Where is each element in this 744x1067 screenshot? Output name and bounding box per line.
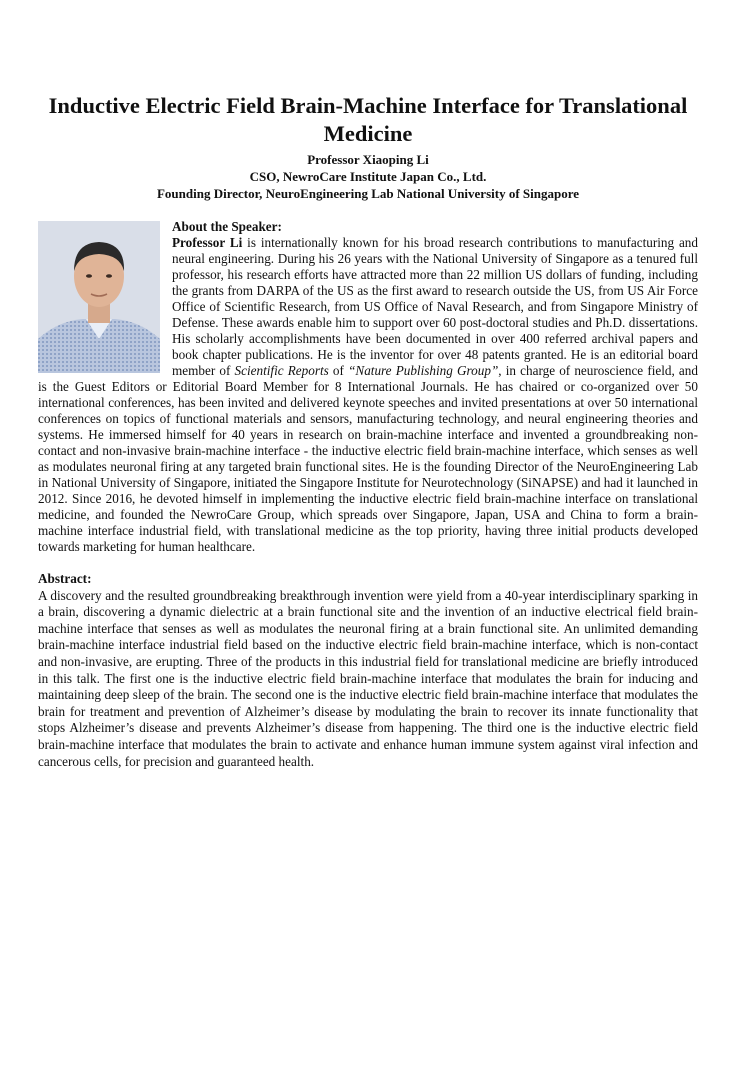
- speaker-name: Professor Xiaoping Li: [307, 152, 429, 167]
- abstract-heading: Abstract:: [38, 571, 92, 586]
- abstract-section: [38, 571, 698, 770]
- document-page: [38, 92, 698, 770]
- about-speaker-heading: About the Speaker:: [172, 219, 282, 234]
- speaker-portrait-image: [38, 221, 160, 373]
- speaker-affiliation-2: Founding Director, NeuroEngineering Lab National University of Singapore: [156, 186, 580, 201]
- abstract-text: A discovery and the resulted groundbreaking breakthrough invention were yield from a 40-year interdisciplinary sparking in a brain, discovering a dynamic dielectric at a brain functional site and the invention of an inductive electrical field brain-machine interface that senses as well as modulates the neuronal firing at a brain functional site. An unlimited demanding brain-machine interface industrial field based on the inductive electric field brain-machine interface, which is non-contact and non-invasive, are erupting. Three of the products in this industrial field for translational medicine are briefly introduced in this talk. The first one is the inductive electric field brain-machine interface that modulates the brain for inducing and maintaining deep sleep of the brain. The second one is the inductive electric field brain-machine interface that modulates the brain for treatment and prevention of Alzheimer’s disease by modulating the brain to recover its innate functionality that stops Alzheimer’s disease and prevents Alzheimer’s disease from happening. The third one is the inductive electric field brain-machine interface that modulates the brain to activate and enhance human immune system against viral infection and cancerous cells, for precision and guaranteed health.: [38, 587, 698, 769]
- journal-name: Scientific Reports: [234, 363, 329, 378]
- about-text-1: is internationally known for his broad research contributions to manufacturing and neural engineering. During his 26 years with the National University of Singapore as a tenured full professor, his research efforts have attracted more than 22 million US dollars of funding, including the grants from DARPA of the US as the first award to research outside the US, from US Air Force Office of Scientific Research, from US Office of Naval Research, and from Singapore Ministry of Defense. These awards enable him to support over 60 post-doctoral studies and Ph.D. dissertations. His scholarly accomplishments have been documented in over 400 referred archival papers and book chapter publications. He is the inventor for over 48 patents granted. He is an editorial board member of: [172, 235, 698, 378]
- document-title: Inductive Electric Field Brain-Machine Interface for Translational Medicine: [48, 93, 688, 146]
- speaker-name-bold: Professor Li: [172, 235, 243, 250]
- publisher-name: “Nature Publishing Group”: [348, 363, 499, 378]
- about-speaker-section: [38, 219, 698, 555]
- about-text-3: , in charge of neuroscience field, and is the Guest Editors or Editorial Board Member for 8 International Journals. He has chaired or co-organized over 50 international conferences, has been invited and delivered keynote speeches and invited presentations at over 50 international conferences on topics of functional materials and sensors, manufacturing technology, and neural engineering theories and systems. He immersed himself for 40 years in research on brain-machine interface and invented a groundbreaking non-contact and non-invasive brain-machine interface - the inductive electric field brain-machine interface, which senses as well as modulates neuronal firing at any targeted brain functional sites. He is the founding Director of the NeuroEngineering Lab in National University of Singapore, initiated the Singapore Institute for Neurotechnology (SiNAPSE) and had it launched in 2012. Since 2016, he devoted himself in implementing the inductive electric field brain-machine interface on translational medicine, and founded the NewroCare Group, which spreads over Singapore, Japan, USA and China to form a brain-machine interface industrial field, with translational medicine as the top priority, having three initial products developed towards marketing for human healthcare.: [38, 363, 698, 554]
- speaker-affiliation-1: CSO, NewroCare Institute Japan Co., Ltd.: [249, 169, 487, 184]
- about-text-2: of: [328, 363, 349, 378]
- speaker-photo: [38, 221, 160, 373]
